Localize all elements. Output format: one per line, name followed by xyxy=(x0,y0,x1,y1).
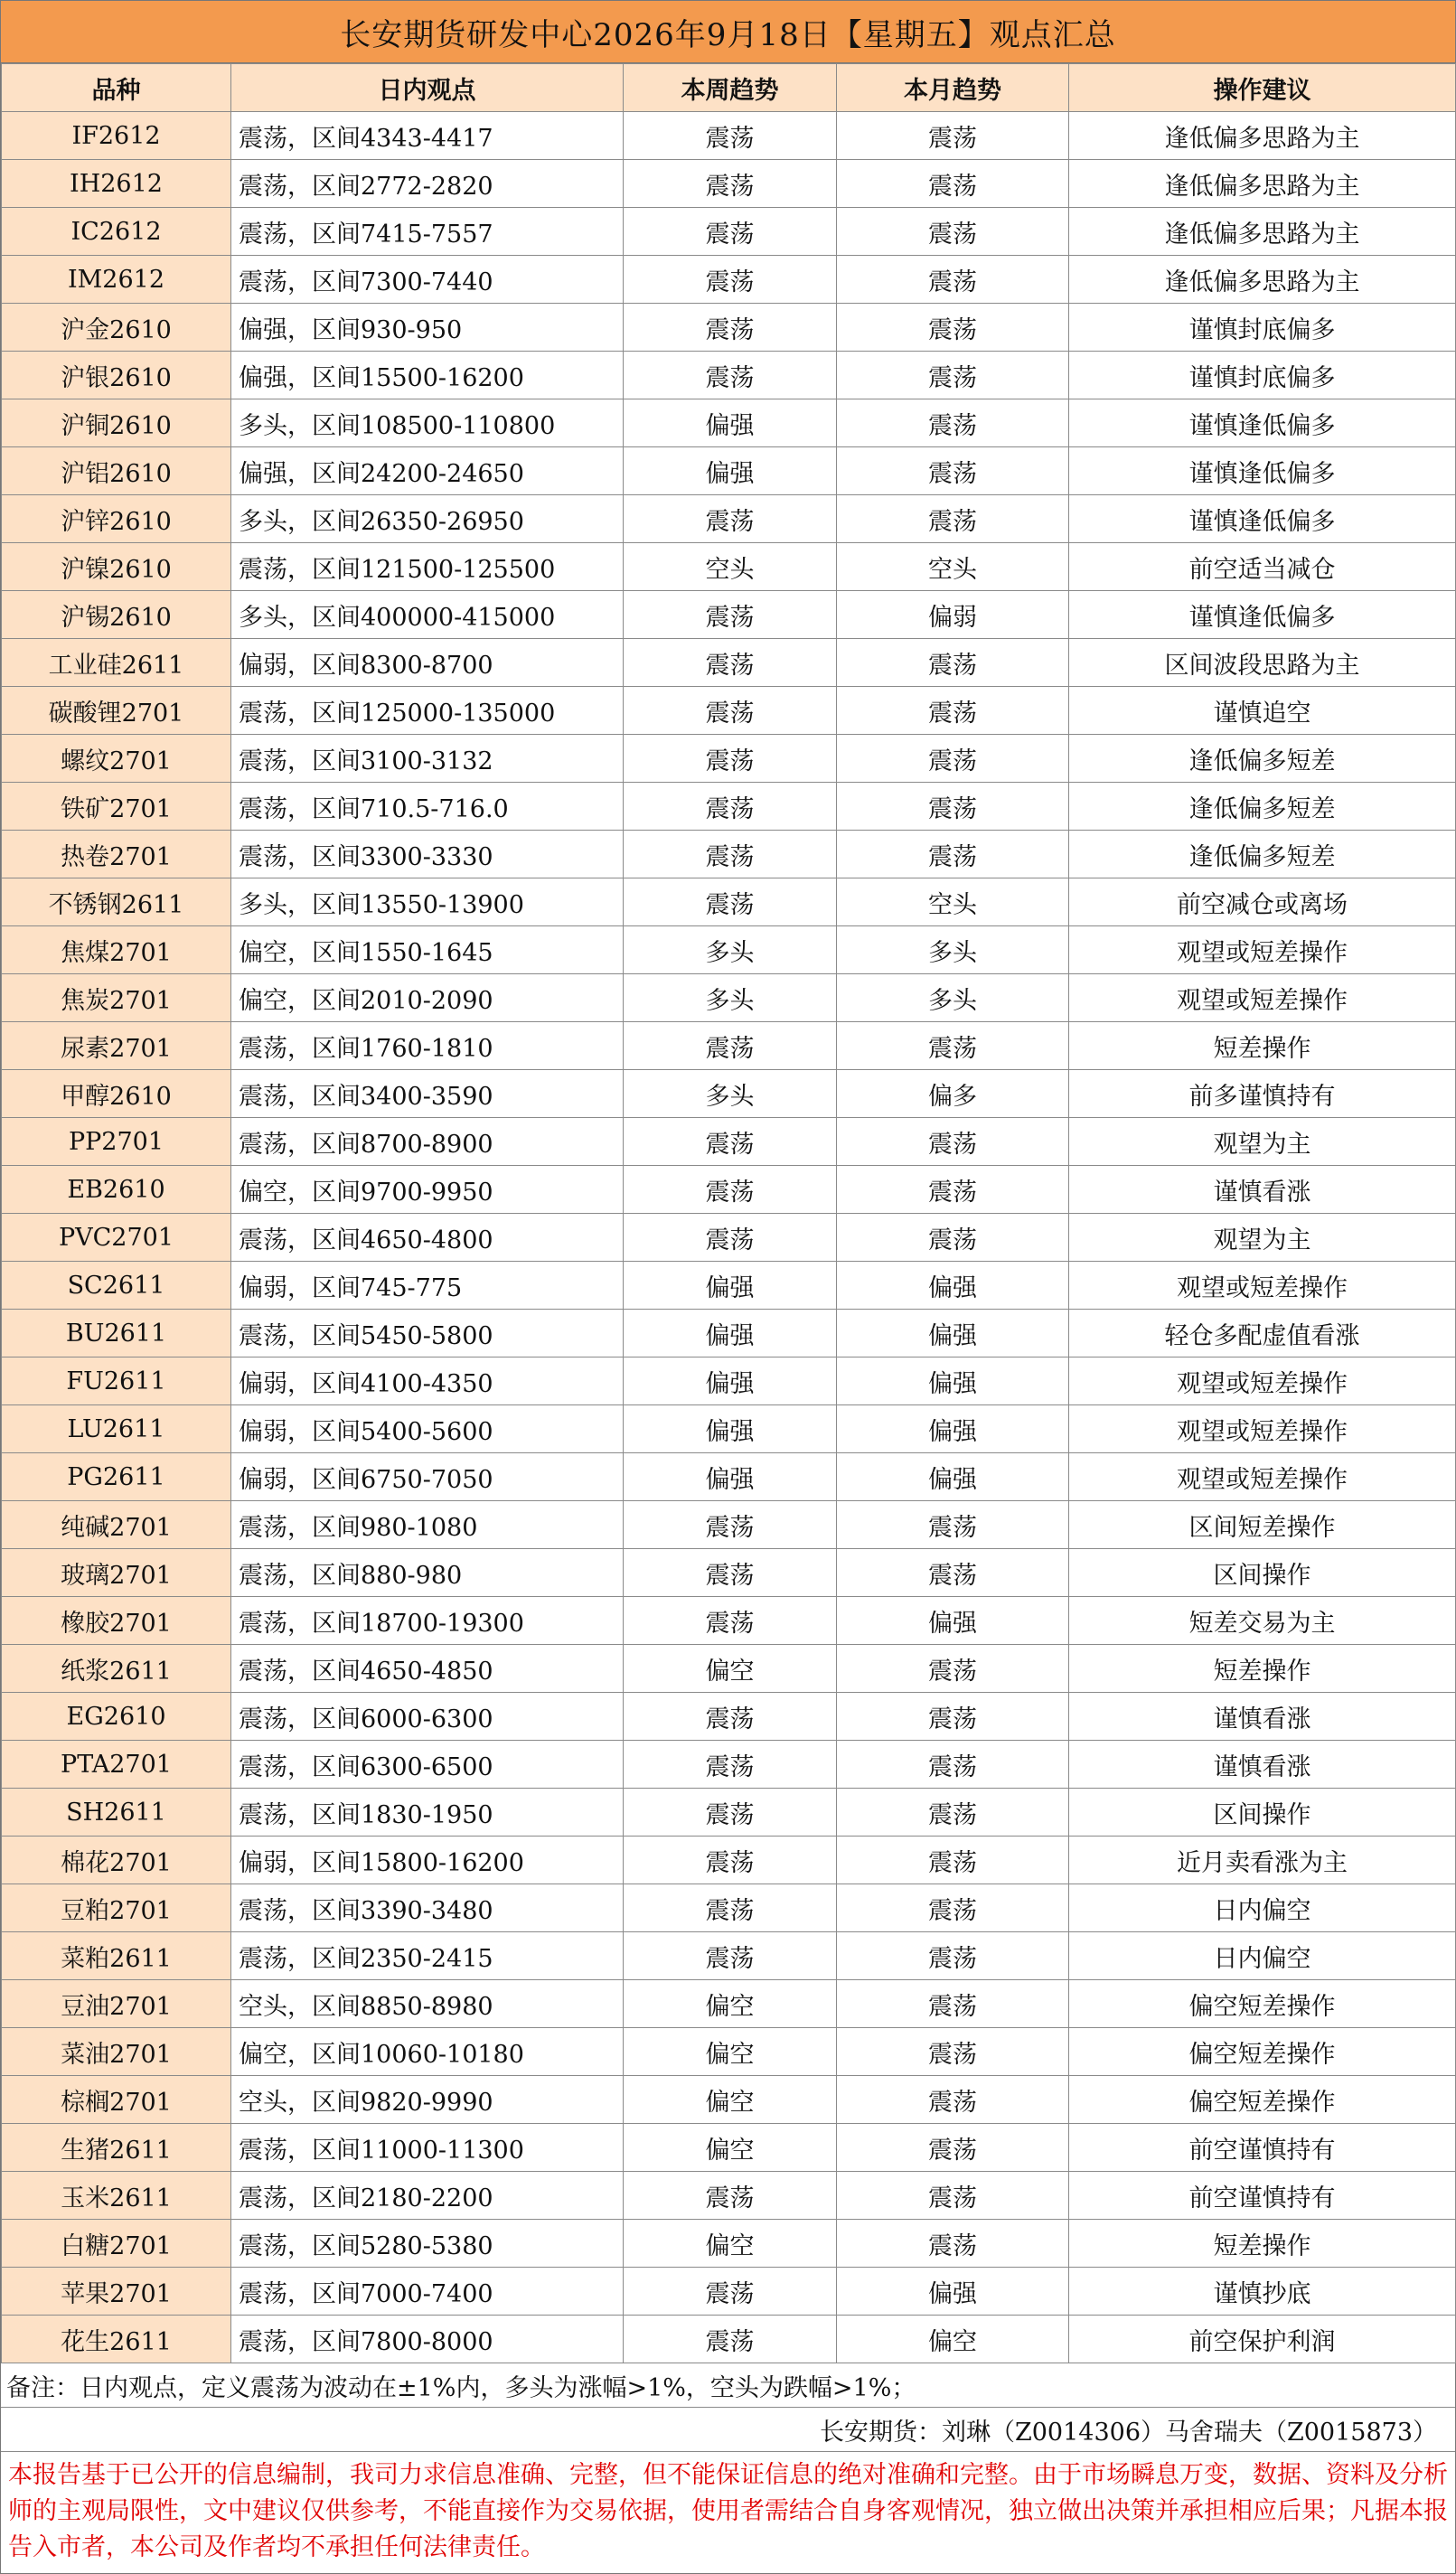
monthly-trend-cell: 震荡 xyxy=(837,1837,1069,1884)
intraday-view-cell: 震荡，区间11000-11300 xyxy=(231,2124,624,2172)
table-row xyxy=(2,2316,1456,2363)
table-row xyxy=(2,495,1456,543)
suggestion-cell: 前空减仓或离场 xyxy=(1069,878,1456,926)
monthly-trend-cell: 震荡 xyxy=(837,2124,1069,2172)
table-row xyxy=(2,2028,1456,2076)
weekly-trend-cell: 空头 xyxy=(624,543,837,591)
variety-cell: IC2612 xyxy=(2,208,231,256)
monthly-trend-cell: 震荡 xyxy=(837,2076,1069,2124)
intraday-view-cell: 震荡，区间880-980 xyxy=(231,1549,624,1597)
weekly-trend-cell: 多头 xyxy=(624,926,837,974)
monthly-trend-cell: 震荡 xyxy=(837,208,1069,256)
suggestion-cell: 谨慎看涨 xyxy=(1069,1166,1456,1214)
table-row xyxy=(2,974,1456,1022)
intraday-view-cell: 偏弱，区间6750-7050 xyxy=(231,1453,624,1501)
monthly-trend-cell: 偏强 xyxy=(837,1597,1069,1645)
variety-cell: 工业硅2611 xyxy=(2,639,231,687)
variety-cell: 菜粕2611 xyxy=(2,1932,231,1980)
intraday-view-cell: 震荡，区间3390-3480 xyxy=(231,1884,624,1932)
intraday-view-cell: 震荡，区间3300-3330 xyxy=(231,831,624,878)
intraday-view-cell: 震荡，区间3100-3132 xyxy=(231,735,624,783)
suggestion-cell: 观望或短差操作 xyxy=(1069,1453,1456,1501)
table-row xyxy=(2,1741,1456,1789)
table-body xyxy=(2,112,1456,2363)
table-row xyxy=(2,2124,1456,2172)
intraday-view-cell: 震荡，区间6300-6500 xyxy=(231,1741,624,1789)
suggestion-cell: 谨慎封底偏多 xyxy=(1069,352,1456,399)
weekly-trend-cell: 偏空 xyxy=(624,1645,837,1693)
variety-cell: FU2611 xyxy=(2,1357,231,1405)
suggestion-cell: 短差操作 xyxy=(1069,1645,1456,1693)
table-row xyxy=(2,831,1456,878)
variety-cell: IM2612 xyxy=(2,256,231,304)
monthly-trend-cell: 偏强 xyxy=(837,1357,1069,1405)
intraday-view-cell: 空头，区间8850-8980 xyxy=(231,1980,624,2028)
suggestion-cell: 逢低偏多思路为主 xyxy=(1069,160,1456,208)
weekly-trend-cell: 多头 xyxy=(624,1070,837,1118)
variety-cell: 碳酸锂2701 xyxy=(2,687,231,735)
table-row xyxy=(2,639,1456,687)
header-intraday-view: 日内观点 xyxy=(231,64,624,112)
monthly-trend-cell: 震荡 xyxy=(837,1166,1069,1214)
variety-cell: 豆粕2701 xyxy=(2,1884,231,1932)
suggestion-cell: 观望为主 xyxy=(1069,1118,1456,1166)
variety-cell: 焦炭2701 xyxy=(2,974,231,1022)
table-row xyxy=(2,1645,1456,1693)
table-row xyxy=(2,1549,1456,1597)
suggestion-cell: 谨慎逢低偏多 xyxy=(1069,591,1456,639)
variety-cell: 橡胶2701 xyxy=(2,1597,231,1645)
header-suggestion: 操作建议 xyxy=(1069,64,1456,112)
suggestion-cell: 轻仓多配虚值看涨 xyxy=(1069,1310,1456,1357)
weekly-trend-cell: 偏空 xyxy=(624,2076,837,2124)
table-row xyxy=(2,304,1456,352)
monthly-trend-cell: 震荡 xyxy=(837,1741,1069,1789)
weekly-trend-cell: 震荡 xyxy=(624,735,837,783)
table-row xyxy=(2,447,1456,495)
table-row xyxy=(2,1166,1456,1214)
intraday-view-cell: 震荡，区间710.5-716.0 xyxy=(231,783,624,831)
suggestion-cell: 谨慎逢低偏多 xyxy=(1069,399,1456,447)
intraday-view-cell: 偏空，区间1550-1645 xyxy=(231,926,624,974)
intraday-view-cell: 震荡，区间3400-3590 xyxy=(231,1070,624,1118)
monthly-trend-cell: 震荡 xyxy=(837,2172,1069,2220)
intraday-view-cell: 震荡，区间4343-4417 xyxy=(231,112,624,160)
suggestion-cell: 前多谨慎持有 xyxy=(1069,1070,1456,1118)
suggestion-cell: 谨慎追空 xyxy=(1069,687,1456,735)
weekly-trend-cell: 震荡 xyxy=(624,495,837,543)
table-row xyxy=(2,543,1456,591)
weekly-trend-cell: 震荡 xyxy=(624,160,837,208)
weekly-trend-cell: 震荡 xyxy=(624,2172,837,2220)
suggestion-cell: 观望或短差操作 xyxy=(1069,1262,1456,1310)
suggestion-cell: 近月卖看涨为主 xyxy=(1069,1837,1456,1884)
monthly-trend-cell: 震荡 xyxy=(837,1980,1069,2028)
intraday-view-cell: 偏弱，区间745-775 xyxy=(231,1262,624,1310)
table-row xyxy=(2,1214,1456,1262)
header-variety: 品种 xyxy=(2,64,231,112)
suggestion-cell: 逢低偏多思路为主 xyxy=(1069,112,1456,160)
footnote: 备注：日内观点，定义震荡为波动在±1%内，多头为涨幅>1%，空头为跌幅>1%； xyxy=(1,2363,1455,2408)
suggestion-cell: 区间操作 xyxy=(1069,1789,1456,1837)
variety-cell: 热卷2701 xyxy=(2,831,231,878)
weekly-trend-cell: 震荡 xyxy=(624,639,837,687)
weekly-trend-cell: 震荡 xyxy=(624,1884,837,1932)
table-row xyxy=(2,687,1456,735)
monthly-trend-cell: 震荡 xyxy=(837,1789,1069,1837)
monthly-trend-cell: 震荡 xyxy=(837,112,1069,160)
table-row xyxy=(2,352,1456,399)
intraday-view-cell: 震荡，区间4650-4850 xyxy=(231,1645,624,1693)
suggestion-cell: 谨慎看涨 xyxy=(1069,1741,1456,1789)
suggestion-cell: 区间操作 xyxy=(1069,1549,1456,1597)
suggestion-cell: 前空谨慎持有 xyxy=(1069,2172,1456,2220)
table-row xyxy=(2,1357,1456,1405)
weekly-trend-cell: 震荡 xyxy=(624,1693,837,1741)
weekly-trend-cell: 震荡 xyxy=(624,687,837,735)
table-row xyxy=(2,1118,1456,1166)
intraday-view-cell: 震荡，区间5280-5380 xyxy=(231,2220,624,2268)
monthly-trend-cell: 偏强 xyxy=(837,2268,1069,2316)
variety-cell: IF2612 xyxy=(2,112,231,160)
monthly-trend-cell: 震荡 xyxy=(837,447,1069,495)
suggestion-cell: 观望或短差操作 xyxy=(1069,1405,1456,1453)
views-table xyxy=(1,63,1456,2363)
monthly-trend-cell: 震荡 xyxy=(837,399,1069,447)
weekly-trend-cell: 偏空 xyxy=(624,1980,837,2028)
weekly-trend-cell: 偏强 xyxy=(624,1310,837,1357)
suggestion-cell: 逢低偏多短差 xyxy=(1069,831,1456,878)
table-row xyxy=(2,112,1456,160)
intraday-view-cell: 震荡，区间2350-2415 xyxy=(231,1932,624,1980)
intraday-view-cell: 震荡，区间125000-135000 xyxy=(231,687,624,735)
suggestion-cell: 短差操作 xyxy=(1069,1022,1456,1070)
intraday-view-cell: 空头，区间9820-9990 xyxy=(231,2076,624,2124)
monthly-trend-cell: 震荡 xyxy=(837,783,1069,831)
monthly-trend-cell: 震荡 xyxy=(837,1645,1069,1693)
weekly-trend-cell: 偏强 xyxy=(624,1453,837,1501)
monthly-trend-cell: 震荡 xyxy=(837,735,1069,783)
intraday-view-cell: 震荡，区间18700-19300 xyxy=(231,1597,624,1645)
variety-cell: 沪银2610 xyxy=(2,352,231,399)
variety-cell: 棉花2701 xyxy=(2,1837,231,1884)
suggestion-cell: 前空适当减仓 xyxy=(1069,543,1456,591)
intraday-view-cell: 震荡，区间4650-4800 xyxy=(231,1214,624,1262)
intraday-view-cell: 多头，区间108500-110800 xyxy=(231,399,624,447)
variety-cell: PP2701 xyxy=(2,1118,231,1166)
variety-cell: IH2612 xyxy=(2,160,231,208)
monthly-trend-cell: 偏强 xyxy=(837,1405,1069,1453)
intraday-view-cell: 震荡，区间121500-125500 xyxy=(231,543,624,591)
suggestion-cell: 谨慎逢低偏多 xyxy=(1069,495,1456,543)
intraday-view-cell: 震荡，区间7000-7400 xyxy=(231,2268,624,2316)
variety-cell: 螺纹2701 xyxy=(2,735,231,783)
weekly-trend-cell: 震荡 xyxy=(624,1501,837,1549)
monthly-trend-cell: 震荡 xyxy=(837,2220,1069,2268)
table-row xyxy=(2,1932,1456,1980)
weekly-trend-cell: 偏强 xyxy=(624,447,837,495)
monthly-trend-cell: 震荡 xyxy=(837,1884,1069,1932)
weekly-trend-cell: 偏强 xyxy=(624,1262,837,1310)
weekly-trend-cell: 偏空 xyxy=(624,2220,837,2268)
monthly-trend-cell: 震荡 xyxy=(837,1501,1069,1549)
weekly-trend-cell: 震荡 xyxy=(624,1166,837,1214)
suggestion-cell: 谨慎抄底 xyxy=(1069,2268,1456,2316)
table-row xyxy=(2,735,1456,783)
variety-cell: 白糖2701 xyxy=(2,2220,231,2268)
weekly-trend-cell: 震荡 xyxy=(624,256,837,304)
intraday-view-cell: 偏强，区间930-950 xyxy=(231,304,624,352)
intraday-view-cell: 偏弱，区间15800-16200 xyxy=(231,1837,624,1884)
suggestion-cell: 谨慎看涨 xyxy=(1069,1693,1456,1741)
suggestion-cell: 观望为主 xyxy=(1069,1214,1456,1262)
weekly-trend-cell: 震荡 xyxy=(624,878,837,926)
monthly-trend-cell: 震荡 xyxy=(837,160,1069,208)
table-row xyxy=(2,1837,1456,1884)
table-row xyxy=(2,2172,1456,2220)
variety-cell: PG2611 xyxy=(2,1453,231,1501)
variety-cell: SH2611 xyxy=(2,1789,231,1837)
table-row xyxy=(2,1980,1456,2028)
intraday-view-cell: 震荡，区间6000-6300 xyxy=(231,1693,624,1741)
suggestion-cell: 谨慎封底偏多 xyxy=(1069,304,1456,352)
weekly-trend-cell: 震荡 xyxy=(624,783,837,831)
variety-cell: 沪镍2610 xyxy=(2,543,231,591)
intraday-view-cell: 震荡，区间980-1080 xyxy=(231,1501,624,1549)
variety-cell: 纯碱2701 xyxy=(2,1501,231,1549)
variety-cell: 棕榈2701 xyxy=(2,2076,231,2124)
table-row xyxy=(2,1022,1456,1070)
intraday-view-cell: 震荡，区间7300-7440 xyxy=(231,256,624,304)
table-row xyxy=(2,1262,1456,1310)
variety-cell: 焦煤2701 xyxy=(2,926,231,974)
intraday-view-cell: 偏空，区间9700-9950 xyxy=(231,1166,624,1214)
weekly-trend-cell: 震荡 xyxy=(624,1837,837,1884)
suggestion-cell: 逢低偏多思路为主 xyxy=(1069,256,1456,304)
intraday-view-cell: 偏弱，区间4100-4350 xyxy=(231,1357,624,1405)
table-row xyxy=(2,208,1456,256)
variety-cell: 玻璃2701 xyxy=(2,1549,231,1597)
monthly-trend-cell: 空头 xyxy=(837,878,1069,926)
suggestion-cell: 逢低偏多短差 xyxy=(1069,735,1456,783)
table-row xyxy=(2,878,1456,926)
variety-cell: 铁矿2701 xyxy=(2,783,231,831)
intraday-view-cell: 多头，区间13550-13900 xyxy=(231,878,624,926)
intraday-view-cell: 偏强，区间15500-16200 xyxy=(231,352,624,399)
table-row xyxy=(2,783,1456,831)
table-header-row xyxy=(2,64,1456,112)
table-row xyxy=(2,2268,1456,2316)
monthly-trend-cell: 震荡 xyxy=(837,2028,1069,2076)
intraday-view-cell: 震荡，区间8700-8900 xyxy=(231,1118,624,1166)
monthly-trend-cell: 震荡 xyxy=(837,1022,1069,1070)
weekly-trend-cell: 震荡 xyxy=(624,1741,837,1789)
weekly-trend-cell: 震荡 xyxy=(624,112,837,160)
intraday-view-cell: 震荡，区间5450-5800 xyxy=(231,1310,624,1357)
intraday-view-cell: 偏弱，区间5400-5600 xyxy=(231,1405,624,1453)
suggestion-cell: 区间短差操作 xyxy=(1069,1501,1456,1549)
table-row xyxy=(2,160,1456,208)
table-row xyxy=(2,399,1456,447)
weekly-trend-cell: 震荡 xyxy=(624,1214,837,1262)
variety-cell: 苹果2701 xyxy=(2,2268,231,2316)
monthly-trend-cell: 偏空 xyxy=(837,2316,1069,2363)
weekly-trend-cell: 震荡 xyxy=(624,1022,837,1070)
variety-cell: EB2610 xyxy=(2,1166,231,1214)
intraday-view-cell: 偏空，区间2010-2090 xyxy=(231,974,624,1022)
table-row xyxy=(2,1310,1456,1357)
suggestion-cell: 日内偏空 xyxy=(1069,1884,1456,1932)
suggestion-cell: 逢低偏多短差 xyxy=(1069,783,1456,831)
suggestion-cell: 偏空短差操作 xyxy=(1069,2076,1456,2124)
monthly-trend-cell: 震荡 xyxy=(837,1549,1069,1597)
monthly-trend-cell: 震荡 xyxy=(837,639,1069,687)
suggestion-cell: 逢低偏多思路为主 xyxy=(1069,208,1456,256)
suggestion-cell: 观望或短差操作 xyxy=(1069,974,1456,1022)
intraday-view-cell: 偏强，区间24200-24650 xyxy=(231,447,624,495)
suggestion-cell: 观望或短差操作 xyxy=(1069,1357,1456,1405)
suggestion-cell: 偏空短差操作 xyxy=(1069,1980,1456,2028)
suggestion-cell: 偏空短差操作 xyxy=(1069,2028,1456,2076)
weekly-trend-cell: 偏空 xyxy=(624,2028,837,2076)
weekly-trend-cell: 偏强 xyxy=(624,1357,837,1405)
monthly-trend-cell: 多头 xyxy=(837,974,1069,1022)
suggestion-cell: 前空保护利润 xyxy=(1069,2316,1456,2363)
variety-cell: 生猪2611 xyxy=(2,2124,231,2172)
weekly-trend-cell: 震荡 xyxy=(624,1789,837,1837)
variety-cell: LU2611 xyxy=(2,1405,231,1453)
variety-cell: 甲醇2610 xyxy=(2,1070,231,1118)
header-monthly-trend: 本月趋势 xyxy=(837,64,1069,112)
table-row xyxy=(2,2076,1456,2124)
weekly-trend-cell: 震荡 xyxy=(624,1597,837,1645)
weekly-trend-cell: 偏空 xyxy=(624,2124,837,2172)
report-title: 长安期货研发中心2026年9月18日【星期五】观点汇总 xyxy=(1,1,1455,63)
monthly-trend-cell: 震荡 xyxy=(837,304,1069,352)
intraday-view-cell: 震荡，区间7800-8000 xyxy=(231,2316,624,2363)
monthly-trend-cell: 震荡 xyxy=(837,495,1069,543)
intraday-view-cell: 震荡，区间2180-2200 xyxy=(231,2172,624,2220)
variety-cell: 沪锡2610 xyxy=(2,591,231,639)
author-credit: 长安期货：刘琳（Z0014306）马舍瑞夫（Z0015873） xyxy=(1,2408,1455,2452)
weekly-trend-cell: 震荡 xyxy=(624,1549,837,1597)
table-row xyxy=(2,591,1456,639)
monthly-trend-cell: 偏强 xyxy=(837,1262,1069,1310)
monthly-trend-cell: 偏弱 xyxy=(837,591,1069,639)
table-row xyxy=(2,926,1456,974)
monthly-trend-cell: 震荡 xyxy=(837,1214,1069,1262)
suggestion-cell: 前空谨慎持有 xyxy=(1069,2124,1456,2172)
suggestion-cell: 谨慎逢低偏多 xyxy=(1069,447,1456,495)
table-row xyxy=(2,1597,1456,1645)
variety-cell: 沪锌2610 xyxy=(2,495,231,543)
variety-cell: 沪金2610 xyxy=(2,304,231,352)
monthly-trend-cell: 震荡 xyxy=(837,687,1069,735)
intraday-view-cell: 震荡，区间1830-1950 xyxy=(231,1789,624,1837)
table-row xyxy=(2,1884,1456,1932)
variety-cell: SC2611 xyxy=(2,1262,231,1310)
variety-cell: 菜油2701 xyxy=(2,2028,231,2076)
weekly-trend-cell: 震荡 xyxy=(624,2316,837,2363)
table-row xyxy=(2,1453,1456,1501)
weekly-trend-cell: 震荡 xyxy=(624,1932,837,1980)
intraday-view-cell: 多头，区间26350-26950 xyxy=(231,495,624,543)
monthly-trend-cell: 震荡 xyxy=(837,831,1069,878)
variety-cell: PVC2701 xyxy=(2,1214,231,1262)
weekly-trend-cell: 震荡 xyxy=(624,208,837,256)
table-row xyxy=(2,256,1456,304)
variety-cell: 花生2611 xyxy=(2,2316,231,2363)
weekly-trend-cell: 震荡 xyxy=(624,591,837,639)
variety-cell: 不锈钢2611 xyxy=(2,878,231,926)
monthly-trend-cell: 震荡 xyxy=(837,352,1069,399)
monthly-trend-cell: 偏强 xyxy=(837,1310,1069,1357)
weekly-trend-cell: 震荡 xyxy=(624,2268,837,2316)
monthly-trend-cell: 多头 xyxy=(837,926,1069,974)
variety-cell: 沪铝2610 xyxy=(2,447,231,495)
monthly-trend-cell: 震荡 xyxy=(837,1693,1069,1741)
variety-cell: 沪铜2610 xyxy=(2,399,231,447)
intraday-view-cell: 震荡，区间2772-2820 xyxy=(231,160,624,208)
weekly-trend-cell: 震荡 xyxy=(624,831,837,878)
monthly-trend-cell: 震荡 xyxy=(837,1118,1069,1166)
table-row xyxy=(2,1070,1456,1118)
monthly-trend-cell: 震荡 xyxy=(837,1932,1069,1980)
monthly-trend-cell: 偏强 xyxy=(837,1453,1069,1501)
suggestion-cell: 观望或短差操作 xyxy=(1069,926,1456,974)
table-row xyxy=(2,1501,1456,1549)
suggestion-cell: 短差交易为主 xyxy=(1069,1597,1456,1645)
monthly-trend-cell: 震荡 xyxy=(837,256,1069,304)
weekly-trend-cell: 震荡 xyxy=(624,352,837,399)
suggestion-cell: 日内偏空 xyxy=(1069,1932,1456,1980)
disclaimer: 本报告基于已公开的信息编制，我司力求信息准确、完整，但不能保证信息的绝对准确和完整。由于市场瞬息万变，数据、资料及分析师的主观局限性，文中建议仅供参考，不能直接作为交易依据，使用者需结合自身客观情况，独立做出决策并承担相应后果；凡据本报告入市者，本公司及作者均不承担任何法律责任。 xyxy=(8,2461,1448,2561)
suggestion-cell: 短差操作 xyxy=(1069,2220,1456,2268)
intraday-view-cell: 震荡，区间7415-7557 xyxy=(231,208,624,256)
variety-cell: EG2610 xyxy=(2,1693,231,1741)
header-weekly-trend: 本周趋势 xyxy=(624,64,837,112)
table-row xyxy=(2,2220,1456,2268)
weekly-trend-cell: 震荡 xyxy=(624,1118,837,1166)
table-row xyxy=(2,1789,1456,1837)
intraday-view-cell: 多头，区间400000-415000 xyxy=(231,591,624,639)
monthly-trend-cell: 偏多 xyxy=(837,1070,1069,1118)
variety-cell: 纸浆2611 xyxy=(2,1645,231,1693)
variety-cell: PTA2701 xyxy=(2,1741,231,1789)
intraday-view-cell: 震荡，区间1760-1810 xyxy=(231,1022,624,1070)
weekly-trend-cell: 多头 xyxy=(624,974,837,1022)
intraday-view-cell: 偏空，区间10060-10180 xyxy=(231,2028,624,2076)
weekly-trend-cell: 偏强 xyxy=(624,399,837,447)
table-row xyxy=(2,1405,1456,1453)
suggestion-cell: 区间波段思路为主 xyxy=(1069,639,1456,687)
monthly-trend-cell: 空头 xyxy=(837,543,1069,591)
intraday-view-cell: 偏弱，区间8300-8700 xyxy=(231,639,624,687)
variety-cell: 豆油2701 xyxy=(2,1980,231,2028)
variety-cell: BU2611 xyxy=(2,1310,231,1357)
table-row xyxy=(2,1693,1456,1741)
weekly-trend-cell: 偏强 xyxy=(624,1405,837,1453)
variety-cell: 尿素2701 xyxy=(2,1022,231,1070)
variety-cell: 玉米2611 xyxy=(2,2172,231,2220)
weekly-trend-cell: 震荡 xyxy=(624,304,837,352)
